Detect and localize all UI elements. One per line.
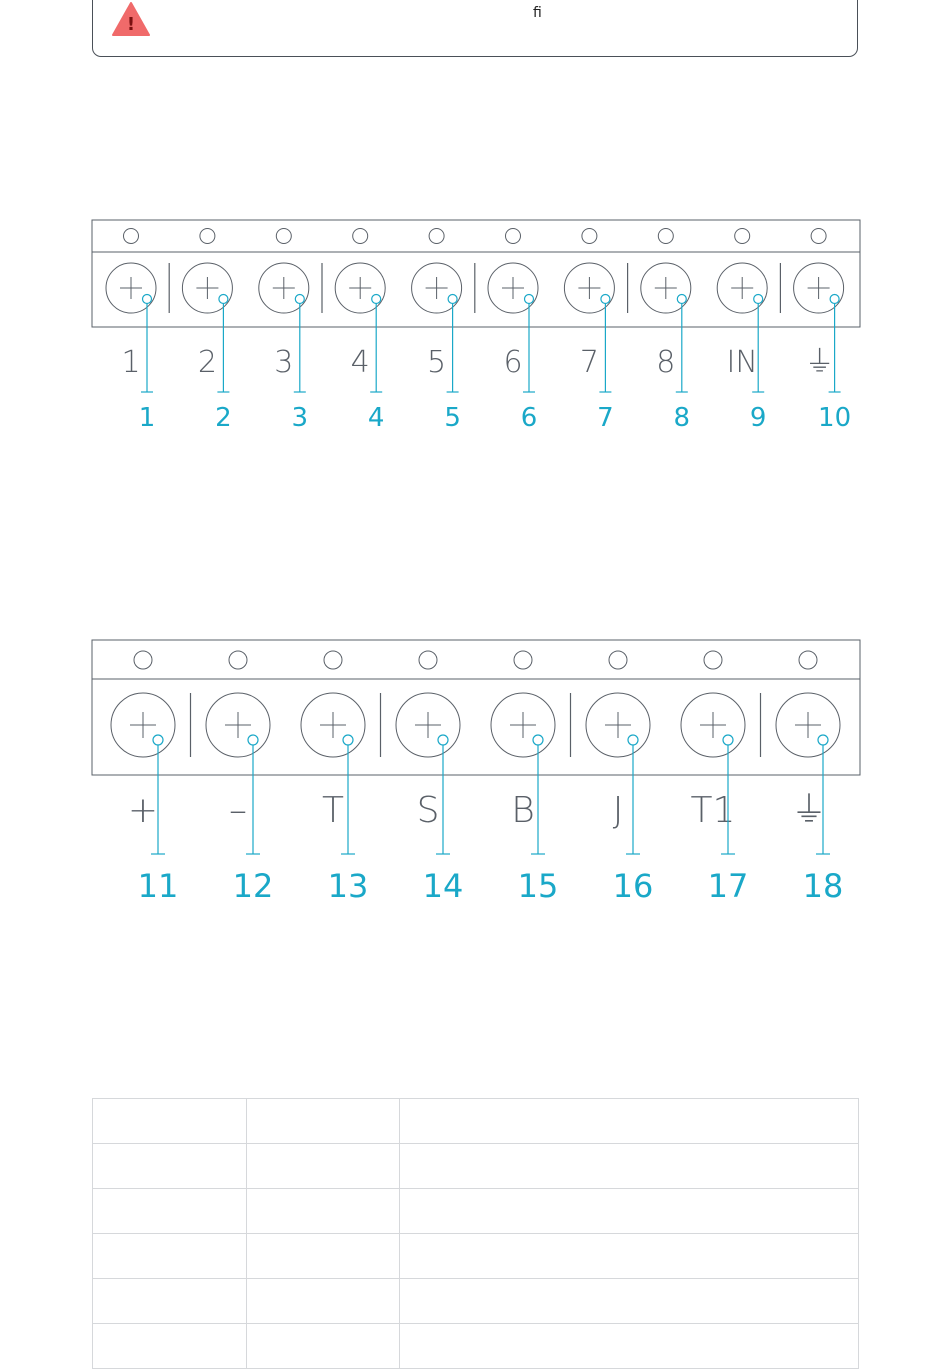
table-row [93, 1279, 859, 1324]
table-row [93, 1144, 859, 1189]
table-cell [93, 1234, 247, 1279]
terminal-indicator-hole [124, 229, 139, 244]
callout-anchor-dot [248, 735, 258, 745]
terminal-block-frame [92, 640, 860, 775]
table-row [93, 1099, 859, 1144]
terminal-label: ⏚ [804, 345, 835, 380]
table-cell [400, 1324, 859, 1369]
table-cell [400, 1099, 859, 1144]
terminal-label: 1 [121, 345, 141, 380]
terminal-indicator-hole [735, 229, 750, 244]
callout-number: 13 [327, 867, 369, 905]
warning-text: ﬁ [533, 5, 542, 21]
table-cell [400, 1279, 859, 1324]
terminal-label: 5 [427, 345, 447, 380]
terminal-label: IN [726, 345, 758, 380]
terminal-indicator-hole [514, 651, 532, 669]
table-cell [247, 1279, 400, 1324]
terminal-label: 8 [656, 345, 676, 380]
table-cell [247, 1324, 400, 1369]
callout-number: 12 [232, 867, 274, 905]
callout-number: 14 [422, 867, 464, 905]
callout-anchor-dot [438, 735, 448, 745]
callout-anchor-dot [372, 295, 381, 304]
table-cell [93, 1144, 247, 1189]
table-cell [247, 1144, 400, 1189]
callout-anchor-dot [295, 295, 304, 304]
table-cell [247, 1099, 400, 1144]
callout-number: 17 [707, 867, 749, 905]
table-row [93, 1189, 859, 1234]
terminal-indicator-hole [419, 651, 437, 669]
callout-number: 3 [291, 403, 309, 433]
table-cell [247, 1189, 400, 1234]
terminal-block-frame [92, 220, 860, 327]
terminal-indicator-hole [429, 229, 444, 244]
callout-number: 8 [673, 403, 691, 433]
callout-number: 1 [138, 403, 156, 433]
callout-number: 10 [818, 403, 852, 433]
terminal-indicator-hole [658, 229, 673, 244]
callout-anchor-dot [525, 295, 534, 304]
callout-anchor-dot [754, 295, 763, 304]
table-row [93, 1234, 859, 1279]
callout-anchor-dot [533, 735, 543, 745]
callout-anchor-dot [343, 735, 353, 745]
callout-anchor-dot [628, 735, 638, 745]
terminal-label: J [612, 790, 624, 831]
table-cell [93, 1099, 247, 1144]
terminal-indicator-hole [276, 229, 291, 244]
terminal-indicator-hole [799, 651, 817, 669]
terminal-indicator-hole [353, 229, 368, 244]
table-cell [93, 1189, 247, 1234]
callout-anchor-dot [153, 735, 163, 745]
callout-anchor-dot [677, 295, 686, 304]
terminal-indicator-hole [134, 651, 152, 669]
spec-table [92, 1098, 859, 1369]
terminal-label: + [127, 790, 159, 831]
terminal-indicator-hole [704, 651, 722, 669]
callout-anchor-dot [601, 295, 610, 304]
terminal-indicator-hole [582, 229, 597, 244]
terminal-indicator-hole [324, 651, 342, 669]
callout-number: 11 [137, 867, 179, 905]
terminal-label: 2 [197, 345, 217, 380]
terminal-indicator-hole [609, 651, 627, 669]
terminal-label: 3 [274, 345, 294, 380]
terminal-indicator-hole [506, 229, 521, 244]
terminal-label: T [322, 790, 344, 831]
terminal-indicator-hole [229, 651, 247, 669]
callout-anchor-dot [723, 735, 733, 745]
callout-anchor-dot [818, 735, 828, 745]
terminal-label: B [511, 790, 535, 831]
terminal-block-1 [92, 220, 860, 433]
terminal-label: S [416, 790, 440, 831]
callout-number: 5 [444, 403, 461, 433]
table-cell [400, 1189, 859, 1234]
terminal-label: – [229, 790, 247, 831]
svg-text:!: ! [126, 14, 136, 35]
terminal-label: ⏚ [790, 790, 828, 831]
callout-anchor-dot [830, 295, 839, 304]
callout-number: 2 [215, 403, 232, 433]
callout-number: 6 [520, 403, 538, 433]
terminal-indicator-hole [200, 229, 215, 244]
terminal-label: 4 [350, 345, 370, 380]
terminal-label: 6 [503, 345, 523, 380]
callout-number: 16 [612, 867, 654, 905]
callout-anchor-dot [143, 295, 152, 304]
callout-number: 4 [367, 403, 385, 433]
terminal-label: T1 [690, 790, 736, 831]
table-cell [93, 1279, 247, 1324]
table-row [93, 1324, 859, 1369]
terminal-label: 7 [579, 345, 599, 380]
terminal-block-2 [92, 640, 860, 905]
callout-number: 9 [749, 403, 767, 433]
table-cell [93, 1324, 247, 1369]
callout-number: 18 [802, 867, 844, 905]
terminal-indicator-hole [811, 229, 826, 244]
table-cell [400, 1234, 859, 1279]
table-cell [400, 1144, 859, 1189]
callout-anchor-dot [219, 295, 228, 304]
callout-number: 7 [597, 403, 614, 433]
table-cell [247, 1234, 400, 1279]
callout-anchor-dot [448, 295, 457, 304]
callout-number: 15 [517, 867, 559, 905]
